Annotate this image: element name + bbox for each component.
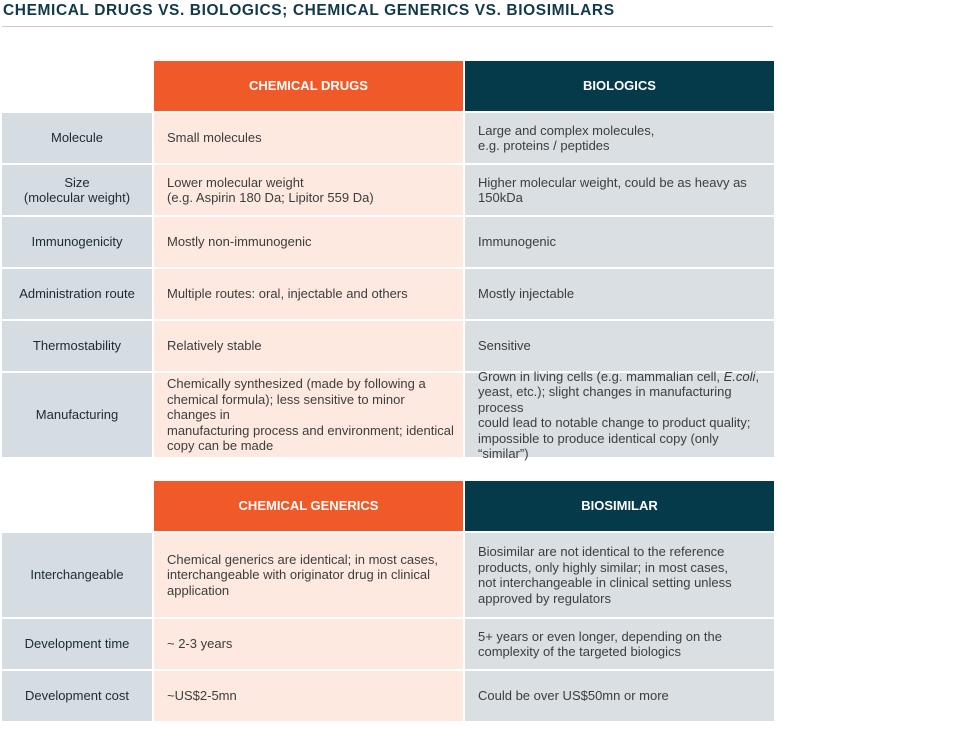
row-label-development-cost: Development cost	[2, 671, 152, 721]
row-label-thermostability: Thermostability	[2, 321, 152, 371]
row-label-administration-route: Administration route	[2, 269, 152, 319]
chemical-drugs-manufacturing: Chemically synthesized (made by following a chemical formula); less sensitive to minor changes in manufacturing process and environment; identical copy can be made	[154, 373, 463, 457]
generics-vs-biosimilar-table	[2, 481, 774, 721]
drugs-vs-biologics-table	[2, 61, 774, 461]
biologics-administration-route: Mostly injectable	[465, 269, 774, 319]
manufacturing-text-part-1: Grown in living cells (e.g. mammalian cell,	[478, 368, 724, 384]
generics-interchangeable: Chemical generics are identical; in most cases, interchangeable with originator drug in clinical application	[154, 533, 463, 617]
row-label-interchangeable: Interchangeable	[2, 533, 152, 617]
corner-blank	[2, 481, 152, 531]
biologics-molecule: Large and complex molecules, e.g. proteins / peptides	[465, 113, 774, 163]
row-label-manufacturing: Manufacturing	[2, 373, 152, 457]
header-biologics: BIOLOGICS	[465, 61, 774, 111]
biologics-manufacturing	[465, 368, 774, 461]
manufacturing-text-part-2: , yeast, etc.); slight changes in manufacturing process could lead to notable change to product quality; impossible to produce identical copy (only “similar”)	[478, 368, 760, 461]
header-chemical-drugs: CHEMICAL DRUGS	[154, 61, 463, 111]
header-biosimilar: BIOSIMILAR	[465, 481, 774, 531]
biosimilar-interchangeable: Biosimilar are not identical to the reference products, only highly similar; in most cases, not interchangeable in clinical setting unless approved by regulators	[465, 533, 774, 617]
biologics-size: Higher molecular weight, could be as heavy as 150kDa	[465, 165, 774, 215]
generics-development-cost: ~US$2-5mn	[154, 671, 463, 721]
chemical-drugs-thermostability: Relatively stable	[154, 321, 463, 371]
chemical-drugs-size: Lower molecular weight (e.g. Aspirin 180 Da; Lipitor 559 Da)	[154, 165, 463, 215]
corner-blank	[2, 61, 152, 111]
chemical-drugs-molecule: Small molecules	[154, 113, 463, 163]
biologics-thermostability: Sensitive	[465, 321, 774, 371]
title-divider	[2, 26, 773, 27]
row-label-immunogenicity: Immunogenicity	[2, 217, 152, 267]
row-label-size: Size (molecular weight)	[2, 165, 152, 215]
biosimilar-development-time: 5+ years or even longer, depending on the complexity of the targeted biologics	[465, 619, 774, 669]
chemical-drugs-administration-route: Multiple routes: oral, injectable and others	[154, 269, 463, 319]
page-title: CHEMICAL DRUGS VS. BIOLOGICS; CHEMICAL GENERICS VS. BIOSIMILARS	[3, 2, 615, 19]
row-label-development-time: Development time	[2, 619, 152, 669]
header-chemical-generics: CHEMICAL GENERICS	[154, 481, 463, 531]
row-label-molecule: Molecule	[2, 113, 152, 163]
ecoli-term: E.coli	[723, 368, 756, 384]
chemical-drugs-immunogenicity: Mostly non-immunogenic	[154, 217, 463, 267]
biologics-manufacturing-text	[478, 369, 766, 462]
generics-development-time: ~ 2-3 years	[154, 619, 463, 669]
biosimilar-development-cost: Could be over US$50mn or more	[465, 671, 774, 721]
biologics-immunogenicity: Immunogenic	[465, 217, 774, 267]
